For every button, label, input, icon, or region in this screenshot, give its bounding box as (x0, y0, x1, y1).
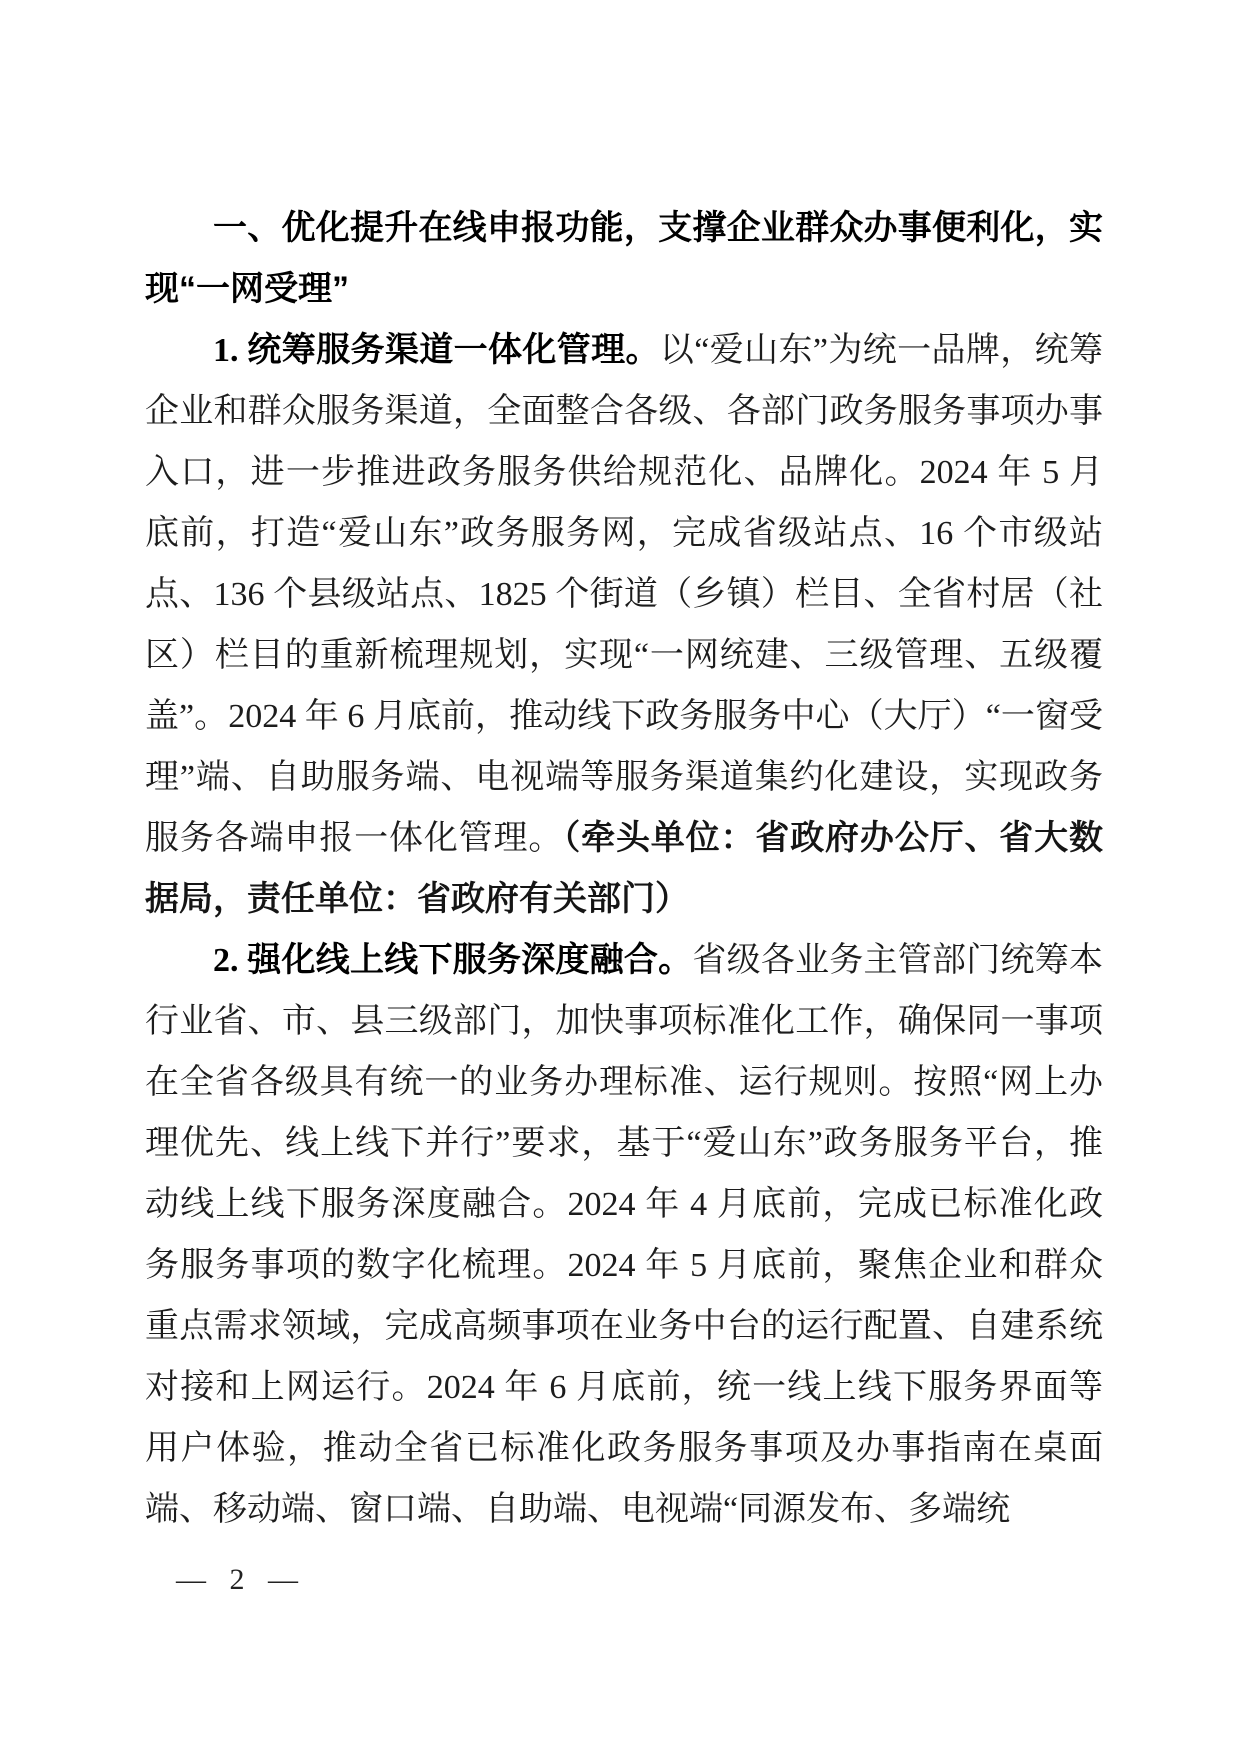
page-number: — 2 — (176, 1563, 306, 1596)
document-text-block (145, 198, 1103, 1540)
paragraph-1-responsible-unit-attribution: （牵头单位：省政府办公厅、省大数据局，责任单位：省政府有关部门） (145, 820, 1104, 918)
paragraph-2 (145, 930, 1103, 1540)
paragraph-1 (145, 320, 1103, 930)
paragraph-1-lead: 1. 统筹服务渠道一体化管理。 (213, 332, 660, 369)
paragraph-1-body: 以“爱山东”为统一品牌，统筹企业和群众服务渠道，全面整合各级、各部门政务服务事项办事入口，进一步推进政务服务供给规范化、品牌化。2024 年 5 月底前，打造“爱山东”政务服务网，完成省级站点、16 个市级站点、136 个县级站点、1825 个街道（乡镇）栏目、全省村居（社区）栏目的重新梳理规划，实现“一网统建、三级管理、五级覆盖”。2024 年 6 月底前，推动线下政务服务中心（大厅）“一窗受理”端、自助服务端、电视端等服务渠道集约化建设，实现政务服务各端申报一体化管理。 (145, 332, 1103, 857)
paragraph-2-lead: 2. 强化线上线下服务深度融合。 (213, 942, 693, 979)
section-heading: 一、优化提升在线申报功能，支撑企业群众办事便利化，实现“一网受理” (145, 209, 1103, 308)
paragraph-2-body: 省级各业务主管部门统筹本行业省、市、县三级部门，加快事项标准化工作，确保同一事项在全省各级具有统一的业务办理标准、运行规则。按照“网上办理优先、线上线下并行”要求，基于“爱山东”政务服务平台，推动线上线下服务深度融合。2024 年 4 月底前，完成已标准化政务服务事项的数字化梳理。2024 年 5 月底前，聚焦企业和群众重点需求领域，完成高频事项在业务中台的运行配置、自建系统对接和上网运行。2024 年 6 月底前，统一线上线下服务界面等用户体验，推动全省已标准化政务服务事项及办事指南在桌面端、移动端、窗口端、自助端、电视端“同源发布、多端统 (145, 942, 1103, 1528)
